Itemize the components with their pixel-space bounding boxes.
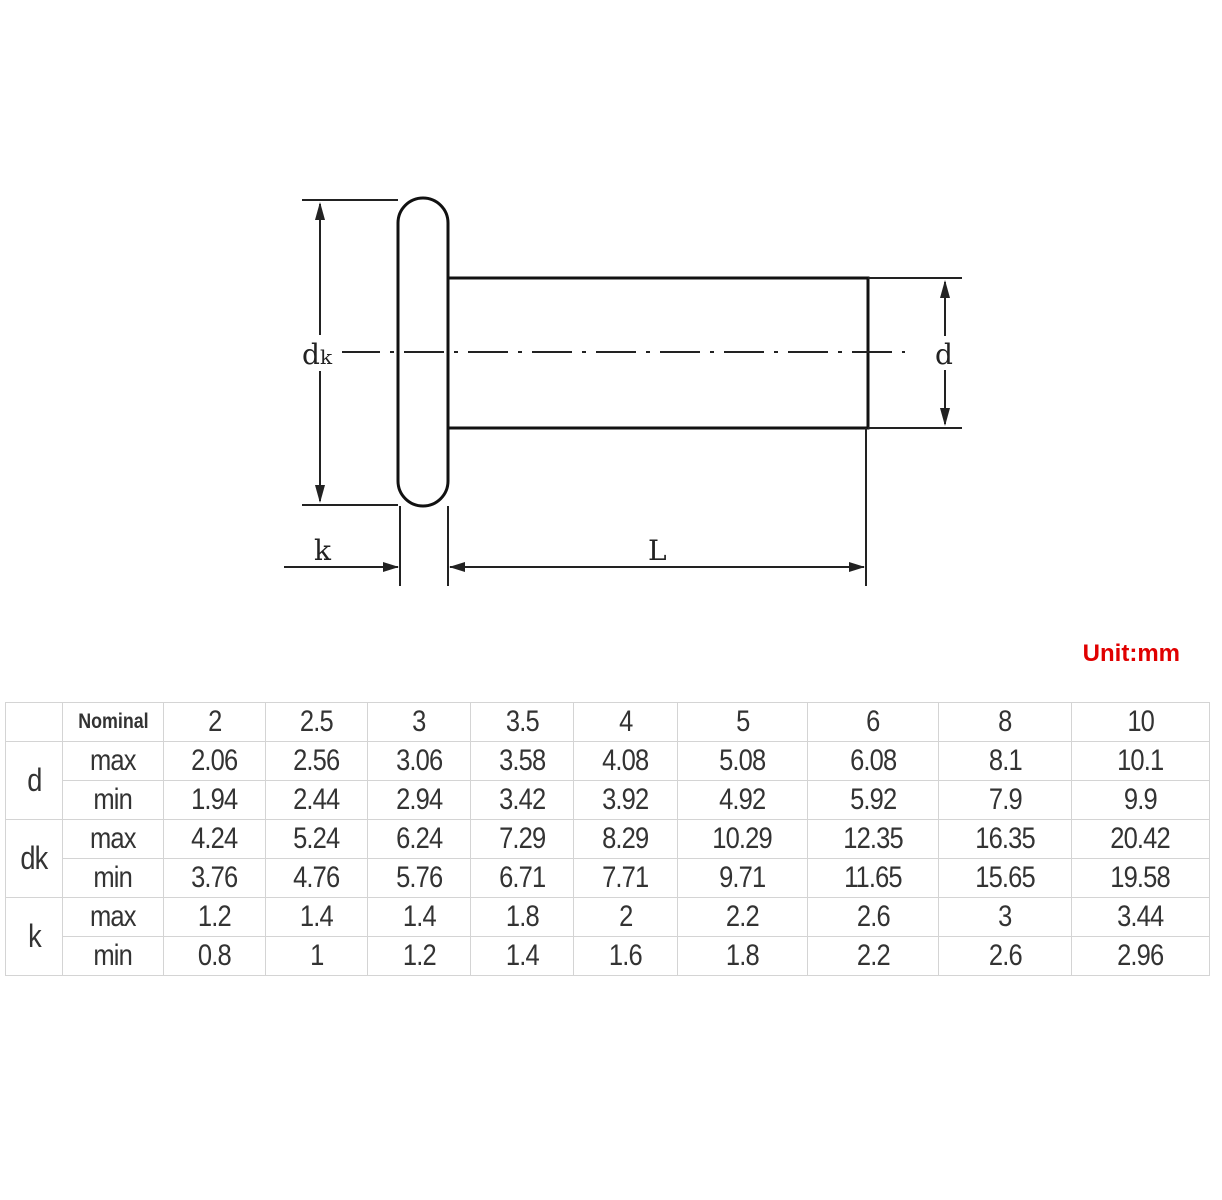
nominal-cell: 5 [678, 703, 808, 742]
group-label-dk: dk [6, 820, 63, 898]
dimension-table [5, 702, 1210, 976]
table-row [6, 898, 1210, 937]
row-label-max: max [63, 742, 164, 781]
value-cell: 2.94 [368, 781, 471, 820]
value-cell: 20.42 [1072, 820, 1210, 859]
k-arrow [383, 562, 399, 572]
value-cell: 1.8 [678, 937, 808, 976]
value-cell: 9.71 [678, 859, 808, 898]
value-cell: 4.24 [164, 820, 266, 859]
value-cell: 7.71 [574, 859, 678, 898]
value-cell: 1.6 [574, 937, 678, 976]
value-cell: 2.6 [808, 898, 939, 937]
value-cell: 6.24 [368, 820, 471, 859]
value-cell: 3.92 [574, 781, 678, 820]
value-cell: 1.94 [164, 781, 266, 820]
value-cell: 2 [574, 898, 678, 937]
unit-label: Unit:mm [1082, 640, 1180, 667]
value-cell: 16.35 [939, 820, 1072, 859]
dk-label: dk [302, 338, 333, 371]
value-cell: 1.4 [471, 937, 574, 976]
value-cell: 7.29 [471, 820, 574, 859]
value-cell: 5.08 [678, 742, 808, 781]
value-cell: 3 [939, 898, 1072, 937]
value-cell: 11.65 [808, 859, 939, 898]
table-row [6, 820, 1210, 859]
nominal-cell: 6 [808, 703, 939, 742]
value-cell: 5.24 [266, 820, 368, 859]
value-cell: 1.4 [368, 898, 471, 937]
row-label-min: min [63, 781, 164, 820]
value-cell: 4.76 [266, 859, 368, 898]
value-cell: 6.71 [471, 859, 574, 898]
value-cell: 2.96 [1072, 937, 1210, 976]
value-cell: 19.58 [1072, 859, 1210, 898]
nominal-cell: 4 [574, 703, 678, 742]
row-label-min: min [63, 937, 164, 976]
corner-cell [6, 703, 63, 742]
value-cell: 10.1 [1072, 742, 1210, 781]
value-cell: 1.8 [471, 898, 574, 937]
d-label: d [935, 338, 953, 371]
group-label-k: k [6, 898, 63, 976]
value-cell: 1.2 [164, 898, 266, 937]
nominal-label: Nominal [63, 703, 164, 742]
value-cell: 3.58 [471, 742, 574, 781]
value-cell: 2.56 [266, 742, 368, 781]
value-cell: 1 [266, 937, 368, 976]
value-cell: 12.35 [808, 820, 939, 859]
L-label: L [648, 534, 667, 567]
L-arrow-right [849, 562, 865, 572]
value-cell: 6.08 [808, 742, 939, 781]
value-cell: 10.29 [678, 820, 808, 859]
value-cell: 5.76 [368, 859, 471, 898]
value-cell: 2.6 [939, 937, 1072, 976]
dk-arrow-top [315, 202, 325, 220]
L-arrow-left [449, 562, 465, 572]
nominal-cell: 8 [939, 703, 1072, 742]
k-label: k [314, 534, 331, 567]
value-cell: 3.76 [164, 859, 266, 898]
value-cell: 2.06 [164, 742, 266, 781]
table-row [6, 937, 1210, 976]
value-cell: 3.44 [1072, 898, 1210, 937]
value-cell: 0.8 [164, 937, 266, 976]
row-label-max: max [63, 898, 164, 937]
nominal-cell: 10 [1072, 703, 1210, 742]
value-cell: 4.08 [574, 742, 678, 781]
value-cell: 8.1 [939, 742, 1072, 781]
value-cell: 1.2 [368, 937, 471, 976]
value-cell: 9.9 [1072, 781, 1210, 820]
nominal-cell: 3.5 [471, 703, 574, 742]
dk-arrow-bottom [315, 485, 325, 503]
nominal-cell: 3 [368, 703, 471, 742]
value-cell: 3.06 [368, 742, 471, 781]
value-cell: 2.2 [678, 898, 808, 937]
value-cell: 5.92 [808, 781, 939, 820]
value-cell: 1.4 [266, 898, 368, 937]
value-cell: 2.44 [266, 781, 368, 820]
value-cell: 15.65 [939, 859, 1072, 898]
nominal-cell: 2.5 [266, 703, 368, 742]
row-label-min: min [63, 859, 164, 898]
table-row [6, 859, 1210, 898]
table-row [6, 742, 1210, 781]
table-row [6, 781, 1210, 820]
value-cell: 2.2 [808, 937, 939, 976]
row-label-max: max [63, 820, 164, 859]
d-arrow-top [940, 280, 950, 298]
value-cell: 3.42 [471, 781, 574, 820]
value-cell: 4.92 [678, 781, 808, 820]
nominal-row [6, 703, 1210, 742]
value-cell: 8.29 [574, 820, 678, 859]
group-label-d: d [6, 742, 63, 820]
value-cell: 7.9 [939, 781, 1072, 820]
nominal-cell: 2 [164, 703, 266, 742]
d-arrow-bottom [940, 408, 950, 426]
